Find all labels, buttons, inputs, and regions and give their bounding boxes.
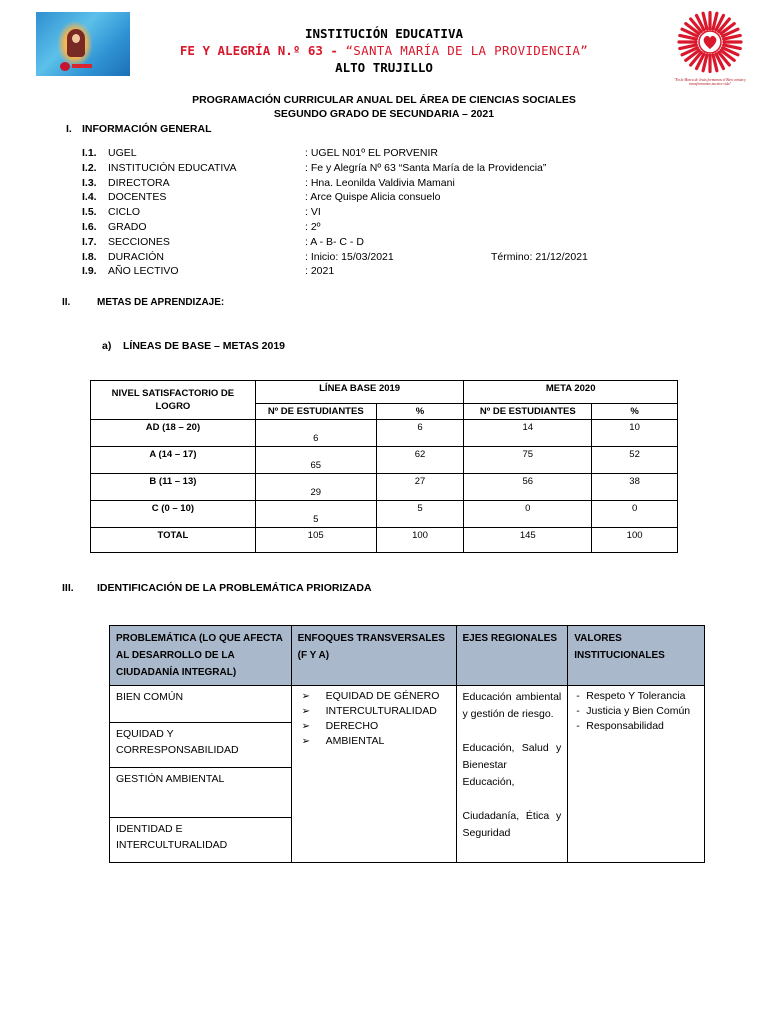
baseline-students-cell: 105 [255,528,376,553]
goal-percent-cell: 38 [592,474,678,501]
goal-students-cell: 56 [464,474,592,501]
section-1-title: INFORMACIÓN GENERAL [82,123,212,135]
level-cell: C (0 – 10) [91,501,256,528]
table-row [91,447,678,474]
table-row [91,528,678,553]
baseline-students-cell: 65 [255,447,376,474]
info-key: DURACIÓN [108,250,165,263]
info-number: I.2. [82,161,97,174]
value-item [574,689,698,704]
value-label: Responsabilidad [586,720,664,732]
approach-label: EQUIDAD DE GÉNERO [325,690,440,702]
value-label: Respeto Y Tolerancia [586,690,686,702]
info-value: : 2º [305,221,321,233]
goal-percent-cell: 10 [592,420,678,447]
info-row [0,162,768,177]
dash-bullet-icon: - [576,705,580,717]
info-value: : Fe y Alegría Nº 63 “Santa María de la Providencia” [305,161,547,174]
regional-axis-3: Ciudadanía, Ética y Seguridad [462,810,562,839]
info-number: I.4. [82,191,97,204]
regional-axis-2: Educación, Salud y Bienestar Educación, [462,742,562,788]
problem-cell: GESTIÓN AMBIENTAL [110,768,292,818]
info-row [0,147,768,162]
goal-students-cell: 75 [464,447,592,474]
approach-label: INTERCULTURALIDAD [325,705,437,717]
approach-item [298,689,450,704]
problem-cell: BIEN COMÚN [110,686,292,723]
info-number: I.7. [82,235,97,248]
regional-axis-1: Educación ambiental y gestión de riesgo. [462,691,562,720]
info-value: : Hna. Leonilda Valdivia Mamani [305,176,455,189]
info-number: I.1. [82,147,97,159]
subsection-a-title: LÍNEAS DE BASE – METAS 2019 [123,340,286,352]
institution-number: FE Y ALEGRÍA N.º 63 - [179,43,346,58]
goal-percent-cell: 100 [592,528,678,553]
info-number: I.5. [82,206,97,219]
institution-location: ALTO TRUJILLO [335,60,433,75]
dash-bullet-icon: - [576,720,580,732]
institution-name [0,43,768,58]
value-item [574,704,698,719]
approaches-list [298,689,450,749]
approach-label: AMBIENTAL [325,735,385,747]
info-row [0,221,768,236]
info-row [0,265,768,280]
section-1-number: I. [66,123,72,135]
info-value: : VI [305,206,321,219]
baseline-percent-cell: 100 [376,528,464,553]
table-row [91,474,678,501]
section-2-title: METAS DE APRENDIZAJE: [97,297,225,308]
info-number: I.8. [82,250,97,263]
baseline-percent-cell: 5 [376,501,464,528]
info-number: I.6. [82,221,97,233]
problem-cell: IDENTIDAD E INTERCULTURALIDAD [110,818,292,863]
arrow-bullet-icon: ➢ [301,736,311,747]
baseline-2019-header: LÍNEA BASE 2019 [255,381,464,404]
section-2-number: II. [62,297,71,308]
approaches-header-sub: (F Y A) [297,650,330,661]
info-row [0,206,768,221]
info-value: : UGEL N01º EL PORVENIR [305,147,438,159]
institution-title: “SANTA MARÍA DE LA PROVIDENCIA” [345,43,589,58]
subsection-a-letter: a) [102,340,112,352]
baseline-percent-cell: 62 [376,447,464,474]
section-3-number: III. [62,582,74,594]
document-title: PROGRAMACIÓN CURRICULAR ANUAL DEL ÁREA DE CIENCIAS SOCIALES [192,94,576,106]
level-cell: A (14 – 17) [91,447,256,474]
value-label: Justicia y Bien Común [586,705,691,717]
problem-cell: EQUIDAD Y CORRESPONSABILIDAD [110,723,292,768]
info-number: I.3. [82,176,97,189]
goal-students-cell: 145 [464,528,592,553]
info-number: I.9. [82,265,97,278]
info-key: DOCENTES [108,191,167,204]
logo-caption: "En la Marca de Jesús formamos el Bien común y transformamos nuestra vida" [674,78,746,87]
arrow-bullet-icon: ➢ [301,691,311,702]
goal-2020-header: META 2020 [464,381,678,404]
info-value-extra: Término: 21/12/2021 [491,250,588,263]
approach-label: DERECHO [325,720,379,732]
info-row [0,177,768,192]
goal-students-cell: 0 [464,501,592,528]
approach-item [298,704,450,719]
info-row [0,251,768,266]
info-key: UGEL [108,147,137,159]
approach-item [298,734,450,749]
goal-students-header: Nº DE ESTUDIANTES [464,404,592,420]
approaches-header-title: ENFOQUES TRANSVERSALES [297,633,445,644]
arrow-bullet-icon: ➢ [301,721,311,732]
info-key: SECCIONES [108,235,170,248]
approach-item [298,719,450,734]
dash-bullet-icon: - [576,690,580,702]
document-subtitle: SEGUNDO GRADO DE SECUNDARIA – 2021 [273,108,495,120]
baseline-students-header: Nº DE ESTUDIANTES [255,404,376,420]
info-row [0,236,768,251]
values-header: VALORES INSTITUCIONALES [568,626,705,686]
info-key: INSTITUCIÓN EDUCATIVA [108,161,237,174]
col-level-header: NIVEL SATISFACTORIO DE LOGRO [91,381,256,420]
goal-percent-cell: 52 [592,447,678,474]
info-value: : 2021 [305,265,335,278]
baseline-students-cell: 6 [255,420,376,447]
baseline-students-cell: 5 [255,501,376,528]
goal-percent-cell: 0 [592,501,678,528]
level-cell: AD (18 – 20) [91,420,256,447]
info-key: AÑO LECTIVO [108,265,179,278]
baseline-percent-cell: 6 [376,420,464,447]
approaches-header [291,626,456,686]
info-value: : A - B- C - D [305,235,364,248]
section-3-title: IDENTIFICACIÓN DE LA PROBLEMÁTICA PRIORIZADA [97,582,372,594]
institution-label: INSTITUCIÓN EDUCATIVA [304,26,464,41]
approaches-cell [291,686,456,863]
regional-axes-header: EJES REGIONALES [456,626,568,686]
problem-header: PROBLEMÁTICA (LO QUE AFECTA AL DESARROLLO DE LA CIUDADANÍA INTEGRAL) [110,626,292,686]
values-list [574,689,698,734]
value-item [574,719,698,734]
goal-percent-header: % [592,404,678,420]
values-cell [568,686,705,863]
table-row [91,420,678,447]
info-row [0,191,768,206]
problem-table [109,625,705,863]
info-key: GRADO [108,221,147,233]
info-key: CICLO [108,206,141,219]
level-cell: B (11 – 13) [91,474,256,501]
info-value: : Inicio: 15/03/2021 [305,250,394,263]
goal-students-cell: 14 [464,420,592,447]
level-cell: TOTAL [91,528,256,553]
baseline-percent-header: % [376,404,464,420]
info-key: DIRECTORA [108,176,170,189]
arrow-bullet-icon: ➢ [301,706,311,717]
regional-axes-cell [456,686,568,863]
table-row [91,501,678,528]
baseline-goals-table [90,380,678,553]
info-value: : Arce Quispe Alicia consuelo [305,191,441,204]
baseline-students-cell: 29 [255,474,376,501]
baseline-percent-cell: 27 [376,474,464,501]
